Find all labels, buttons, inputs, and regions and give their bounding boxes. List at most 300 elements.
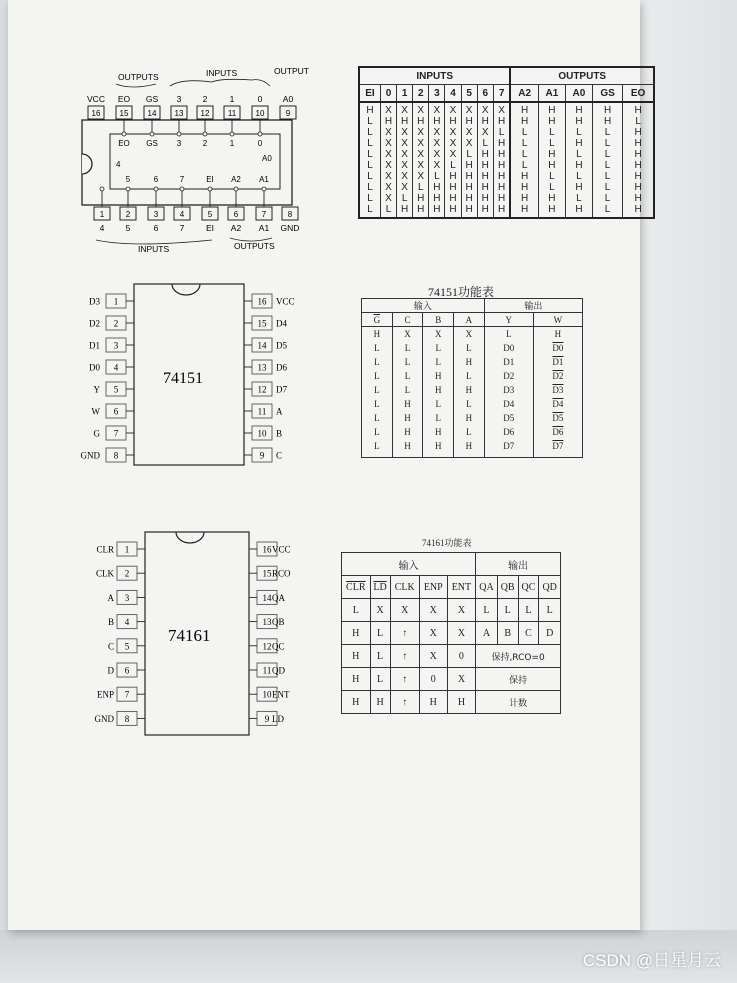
- table-header-cell: QA: [476, 576, 498, 599]
- pin-bubble: [262, 187, 266, 191]
- table-cell: 0: [419, 668, 447, 691]
- table-cell-value: X: [433, 149, 441, 160]
- pin-bubble: [100, 187, 104, 191]
- pin-bubble: [230, 132, 234, 136]
- table-cell-value: H: [366, 105, 374, 116]
- table-cell-value: H: [521, 171, 529, 182]
- inner-label: 3: [176, 139, 182, 148]
- table-cell-value: L: [374, 371, 380, 381]
- table-cell-value: H: [401, 116, 409, 127]
- table-cell-value: H: [497, 116, 506, 127]
- table-cell-value: D4: [552, 399, 564, 409]
- chip-74148-inputs-label-bottom: INPUTS: [138, 244, 170, 254]
- table-cell-value: L: [604, 160, 611, 171]
- table-header-cell: EO: [623, 85, 654, 103]
- inner-label: 2: [202, 139, 208, 148]
- truth-table-74148: [358, 66, 655, 219]
- table-cell-value: H: [554, 329, 562, 339]
- table-cell-value: D7: [552, 441, 564, 451]
- pin-label: D5: [276, 340, 287, 351]
- table-cell-value: X: [449, 138, 457, 149]
- table-cell-value: H: [521, 204, 529, 215]
- table-cell-value: H: [401, 204, 409, 215]
- pin-label: QC: [272, 641, 285, 652]
- chip-74151-notch: [172, 284, 200, 295]
- table-cell-value: X: [404, 329, 411, 339]
- pin-label: Y: [93, 384, 100, 395]
- table-cell-value: H: [481, 193, 489, 204]
- table-cell-value: L: [521, 160, 528, 171]
- pin-number: 12: [257, 384, 267, 395]
- table-cell-value: H: [434, 427, 442, 437]
- pin-number: 3: [124, 592, 130, 603]
- table-cell-value: H: [521, 193, 529, 204]
- pin-label: 2: [202, 94, 208, 104]
- table-merged-output: 保持,RCO=0: [476, 645, 561, 668]
- pin-bubble: [234, 187, 238, 191]
- pin-number: 2: [113, 318, 119, 329]
- table-body-block: [359, 102, 654, 218]
- table-cell-value: H: [481, 116, 489, 127]
- pin-label: ENT: [272, 689, 290, 700]
- table-cell: X: [390, 599, 419, 622]
- table-cell-value: H: [404, 413, 411, 423]
- table-cell: X: [447, 599, 476, 622]
- table-cell-value: L: [417, 182, 424, 193]
- pin-label: D: [107, 665, 114, 676]
- pin-label: D1: [89, 340, 100, 351]
- table-cell-value: X: [417, 127, 425, 138]
- inner-label: GS: [146, 139, 158, 148]
- pin-label: GND: [280, 223, 300, 233]
- table-column-cell: [380, 102, 396, 218]
- table-cell-value: H: [521, 116, 529, 127]
- table-cell: L: [497, 599, 518, 622]
- table-cell-value: H: [575, 138, 583, 149]
- table-column-cell: [429, 102, 445, 218]
- table-cell-value: L: [401, 193, 408, 204]
- pin-number: 9: [285, 109, 291, 118]
- table-header-cell: 1: [397, 85, 413, 103]
- table-cell-value: D3: [552, 385, 564, 395]
- table-cell-value: H: [497, 193, 506, 204]
- table-cell-value: X: [401, 182, 408, 193]
- table-cell-value: H: [433, 193, 441, 204]
- pin-number: 1: [113, 296, 119, 307]
- table-cell-value: H: [497, 149, 506, 160]
- pin-number: 5: [124, 641, 130, 652]
- pin-label: D7: [276, 384, 287, 395]
- table-header-cell: $\overline{G}$: [362, 313, 393, 327]
- pin-label: D2: [89, 318, 100, 329]
- table-column-cell: [362, 327, 393, 458]
- table-header-cell: 4: [445, 85, 461, 103]
- chip-74148-brace: [116, 84, 156, 87]
- table-cell-value: X: [417, 138, 425, 149]
- table-header-cell: 5: [461, 85, 477, 103]
- table-cell-value: L: [367, 149, 373, 160]
- table-cell-value: D5: [503, 413, 515, 423]
- table-cell-value: H: [465, 204, 473, 215]
- table-cell-value: L: [576, 127, 582, 138]
- pin-label: CLR: [96, 544, 114, 555]
- table-column-cell: [623, 102, 654, 218]
- pin-label: QB: [272, 617, 285, 628]
- table-cell-value: L: [521, 127, 528, 138]
- table-cell-value: L: [450, 160, 456, 171]
- table-cell-value: H: [497, 171, 506, 182]
- pin-number: 10: [255, 109, 265, 118]
- table-cell-value: X: [481, 127, 489, 138]
- table-cell-value: D3: [503, 385, 515, 395]
- pin-label: EI: [205, 223, 215, 233]
- table-cell: H: [342, 668, 371, 691]
- table-cell: B: [497, 622, 518, 645]
- table-cell-value: L: [604, 171, 611, 182]
- table-cell-value: L: [367, 204, 373, 215]
- chip-74161-diagram: [88, 530, 318, 740]
- table-cell-value: L: [435, 399, 441, 409]
- chip-74148-inputs-label-top: INPUTS: [206, 68, 238, 78]
- table-header-cell: ENP: [419, 576, 447, 599]
- pin-bubble: [208, 187, 212, 191]
- table-cell-value: X: [385, 182, 392, 193]
- pin-number: 5: [207, 210, 213, 219]
- chip-74148-outputs-label-top: OUTPUTS: [118, 72, 159, 82]
- pin-number: 2: [125, 210, 131, 219]
- table-cell: ↑: [390, 668, 419, 691]
- table-header-cell: CLK: [390, 576, 419, 599]
- pin-label: W: [91, 406, 100, 417]
- table-cell-value: X: [385, 160, 392, 171]
- table-column-cell: [461, 102, 477, 218]
- table-cell-value: L: [374, 357, 380, 367]
- pin-label: GND: [94, 713, 114, 724]
- function-table-74161: [341, 552, 561, 714]
- table-cell-value: D5: [552, 413, 564, 423]
- table-cell: L: [370, 645, 390, 668]
- table-cell: H: [419, 691, 447, 714]
- pin-number: 15: [262, 568, 272, 579]
- table-cell-value: X: [401, 171, 408, 182]
- table-column-cell: [493, 102, 510, 218]
- pin-bubble: [180, 187, 184, 191]
- table-cell-value: H: [404, 441, 411, 451]
- table-cell-value: H: [634, 171, 642, 182]
- pin-number: 7: [124, 689, 130, 700]
- chip-74161-name: 74161: [168, 626, 211, 645]
- table-cell-value: H: [465, 182, 473, 193]
- table-cell-value: L: [374, 385, 380, 395]
- inner-label: 0: [257, 139, 263, 148]
- table-cell-value: H: [404, 399, 411, 409]
- table-cell-value: D4: [503, 399, 515, 409]
- chip-74148-inner-box: [110, 134, 280, 189]
- table-cell-value: H: [548, 105, 556, 116]
- table-cell-value: D0: [552, 343, 564, 353]
- table-cell-value: X: [465, 329, 473, 339]
- table-cell-value: X: [385, 171, 392, 182]
- table-cell-value: D6: [552, 427, 564, 437]
- pin-label: A1: [258, 223, 270, 233]
- table-cell-value: H: [634, 204, 642, 215]
- pin-number: 1: [99, 210, 105, 219]
- table-cell-value: H: [575, 204, 583, 215]
- table-cell-value: H: [497, 138, 506, 149]
- table-cell-value: L: [604, 182, 611, 193]
- table-cell-value: H: [497, 204, 506, 215]
- table-cell-value: L: [506, 329, 512, 339]
- table-cell-value: H: [481, 182, 489, 193]
- pin-bubble: [154, 187, 158, 191]
- table-cell-value: X: [385, 138, 392, 149]
- chip-74151-name: 74151: [163, 370, 203, 387]
- table-cell-value: L: [385, 204, 392, 215]
- inner-label: EO: [118, 139, 130, 148]
- table-header-cell: Y: [484, 313, 533, 327]
- table-cell-value: L: [435, 413, 441, 423]
- pin-label: A2: [230, 223, 242, 233]
- table-cell-value: L: [549, 138, 555, 149]
- table-cell-value: L: [404, 357, 411, 367]
- table-cell-value: H: [449, 193, 457, 204]
- table-group-out: 输出: [484, 299, 582, 313]
- table-column-cell: [510, 102, 538, 218]
- table-cell-value: H: [433, 182, 441, 193]
- table-group-inputs: INPUTS: [359, 67, 510, 85]
- table-cell-value: H: [465, 116, 473, 127]
- table-header-cell: 7: [493, 85, 510, 103]
- pin-number: 14: [257, 340, 267, 351]
- pin-number: 8: [113, 450, 119, 461]
- table-cell: L: [518, 599, 539, 622]
- table-cell-value: H: [465, 171, 473, 182]
- pin-label: B: [276, 428, 283, 439]
- pin-number: 14: [262, 592, 272, 603]
- table-cell-value: X: [401, 138, 408, 149]
- table-cell-value: H: [634, 182, 642, 193]
- table-cell-value: H: [449, 204, 457, 215]
- table-group-in: 输入: [342, 553, 476, 576]
- pin-bubble: [150, 132, 154, 136]
- table-cell-value: H: [449, 116, 457, 127]
- table-cell-value: X: [465, 138, 473, 149]
- table-cell-value: X: [401, 149, 408, 160]
- table-cell: H: [370, 691, 390, 714]
- table-cell: X: [419, 622, 447, 645]
- table-cell-value: L: [549, 127, 555, 138]
- table-cell-value: X: [385, 127, 392, 138]
- chip-74161-notch: [176, 532, 204, 543]
- table-cell-value: X: [498, 105, 505, 116]
- table-cell-value: H: [634, 138, 642, 149]
- pin-label: D6: [276, 362, 287, 373]
- table-cell: X: [370, 599, 390, 622]
- pin-number: 11: [257, 406, 267, 417]
- pin-number: 9: [264, 713, 270, 724]
- table-cell-value: H: [548, 193, 556, 204]
- table-cell-value: H: [417, 193, 425, 204]
- table-cell-value: X: [481, 105, 489, 116]
- csdn-watermark: CSDN @日星月云: [582, 951, 721, 970]
- table-cell-value: X: [417, 105, 425, 116]
- table-cell-value: L: [374, 441, 380, 451]
- pin-number: 15: [257, 318, 267, 329]
- pin-label: QA: [272, 592, 285, 603]
- table-cell-value: L: [434, 171, 440, 182]
- table-cell: ↑: [390, 691, 419, 714]
- table-cell-value: X: [401, 160, 408, 171]
- table-cell-value: H: [404, 427, 411, 437]
- chip-74148-inner-a0: A0: [262, 154, 272, 163]
- pin-number: 9: [259, 450, 265, 461]
- table-column-cell: [538, 102, 565, 218]
- table-cell: D: [539, 622, 561, 645]
- table-cell: H: [342, 645, 371, 668]
- pin-number: 16: [262, 544, 272, 555]
- table-header-cell: A0: [565, 85, 592, 103]
- table-cell-value: H: [497, 182, 506, 193]
- table-cell: X: [447, 668, 476, 691]
- table-header-cell: QB: [497, 576, 518, 599]
- table-cell-value: L: [367, 182, 373, 193]
- table-cell-value: H: [433, 204, 441, 215]
- table-cell-value: H: [603, 116, 612, 127]
- pin-label: C: [276, 450, 283, 461]
- table-cell-value: H: [465, 441, 473, 451]
- table-cell-value: H: [465, 357, 473, 367]
- pin-number: 2: [124, 568, 130, 579]
- table-cell-value: H: [634, 193, 642, 204]
- table-cell-value: H: [449, 171, 457, 182]
- table-merged-output: 保持: [476, 668, 561, 691]
- pin-number: 16: [91, 109, 101, 118]
- table-cell-value: L: [374, 399, 380, 409]
- table-cell-value: D6: [503, 427, 515, 437]
- table-cell-value: L: [435, 343, 441, 353]
- table-column-cell: [392, 327, 423, 458]
- table-header-cell: ENT: [447, 576, 476, 599]
- table-cell-value: H: [497, 160, 506, 171]
- table-group-outputs: OUTPUTS: [510, 67, 654, 85]
- table-cell-value: D2: [552, 371, 564, 381]
- inner-label: EI: [206, 175, 214, 184]
- table-cell-value: L: [374, 413, 380, 423]
- pin-bubble: [126, 187, 130, 191]
- table-cell: L: [476, 599, 498, 622]
- pin-number: 13: [174, 109, 184, 118]
- table-cell: C: [518, 622, 539, 645]
- pin-number: 3: [113, 340, 119, 351]
- table-cell-value: H: [433, 116, 441, 127]
- pin-label: EO: [117, 94, 131, 104]
- table-cell-value: H: [465, 160, 473, 171]
- pin-label: 5: [125, 223, 131, 233]
- table-cell-value: H: [575, 105, 583, 116]
- pin-label: A0: [282, 94, 294, 104]
- table-cell-value: X: [417, 171, 425, 182]
- pin-number: 10: [262, 689, 272, 700]
- table-column-cell: [397, 102, 413, 218]
- table-cell-value: H: [603, 105, 612, 116]
- pin-number: 14: [147, 109, 157, 118]
- inner-label: 7: [179, 175, 185, 184]
- pin-number: 12: [262, 641, 272, 652]
- table-cell-value: H: [434, 441, 442, 451]
- pin-number: 11: [227, 109, 237, 118]
- table-group-out: 输出: [476, 553, 561, 576]
- table-cell-value: L: [521, 149, 528, 160]
- pin-label: 0: [257, 94, 263, 104]
- table-cell: H: [342, 622, 371, 645]
- table-cell-value: L: [604, 127, 611, 138]
- table-cell-value: H: [548, 204, 556, 215]
- pin-number: 13: [257, 362, 267, 373]
- table-column-cell: [533, 327, 582, 458]
- table-cell-value: H: [548, 149, 556, 160]
- table-cell-value: D0: [503, 343, 515, 353]
- table-cell-value: L: [367, 116, 373, 127]
- table-cell-value: L: [498, 127, 505, 138]
- table-cell-value: H: [575, 116, 583, 127]
- table-cell: H: [342, 691, 371, 714]
- table-merged-output: 计数: [476, 691, 561, 714]
- table-cell-value: H: [417, 116, 425, 127]
- pin-bubble: [203, 132, 207, 136]
- table-cell-value: L: [466, 427, 472, 437]
- chip-74148-diagram: [72, 62, 317, 257]
- inner-label: 5: [125, 175, 131, 184]
- table-cell-value: D1: [552, 357, 564, 367]
- pin-number: 6: [233, 210, 239, 219]
- table-cell-value: L: [367, 193, 373, 204]
- table-cell-value: H: [481, 204, 489, 215]
- pin-label: GS: [145, 94, 159, 104]
- pin-bubble: [177, 132, 181, 136]
- pin-number: 4: [124, 617, 130, 628]
- table-cell-value: D1: [503, 357, 515, 367]
- pin-bubble: [122, 132, 126, 136]
- table-cell-value: L: [367, 127, 373, 138]
- table-74161-title: 74161功能表: [422, 538, 472, 548]
- table-cell-value: H: [373, 329, 381, 339]
- pin-label: ENP: [96, 689, 114, 700]
- table-column-cell: [592, 102, 622, 218]
- table-cell-value: L: [466, 371, 472, 381]
- table-column-cell: [413, 102, 429, 218]
- chip-74148-notch: [82, 154, 92, 174]
- table-cell: X: [419, 645, 447, 668]
- table-cell-value: X: [465, 105, 473, 116]
- table-cell-value: L: [521, 138, 528, 149]
- table-cell-value: X: [385, 193, 392, 204]
- pin-label: GND: [80, 450, 100, 461]
- table-cell-value: H: [521, 105, 529, 116]
- table-cell-value: H: [465, 193, 473, 204]
- table-column-cell: [359, 102, 380, 218]
- chip-74151-diagram: [80, 282, 310, 467]
- inner-label: 6: [153, 175, 159, 184]
- table-cell-value: X: [433, 160, 441, 171]
- pin-label: 7: [179, 223, 185, 233]
- table-cell-value: L: [367, 160, 373, 171]
- table-header-cell: EI: [359, 85, 380, 103]
- pin-number: 8: [287, 210, 293, 219]
- table-column-cell: [565, 102, 592, 218]
- table-cell-value: H: [575, 160, 583, 171]
- table-column-cell: [423, 327, 454, 458]
- chip-74148-output-label-top: OUTPUT: [274, 66, 309, 76]
